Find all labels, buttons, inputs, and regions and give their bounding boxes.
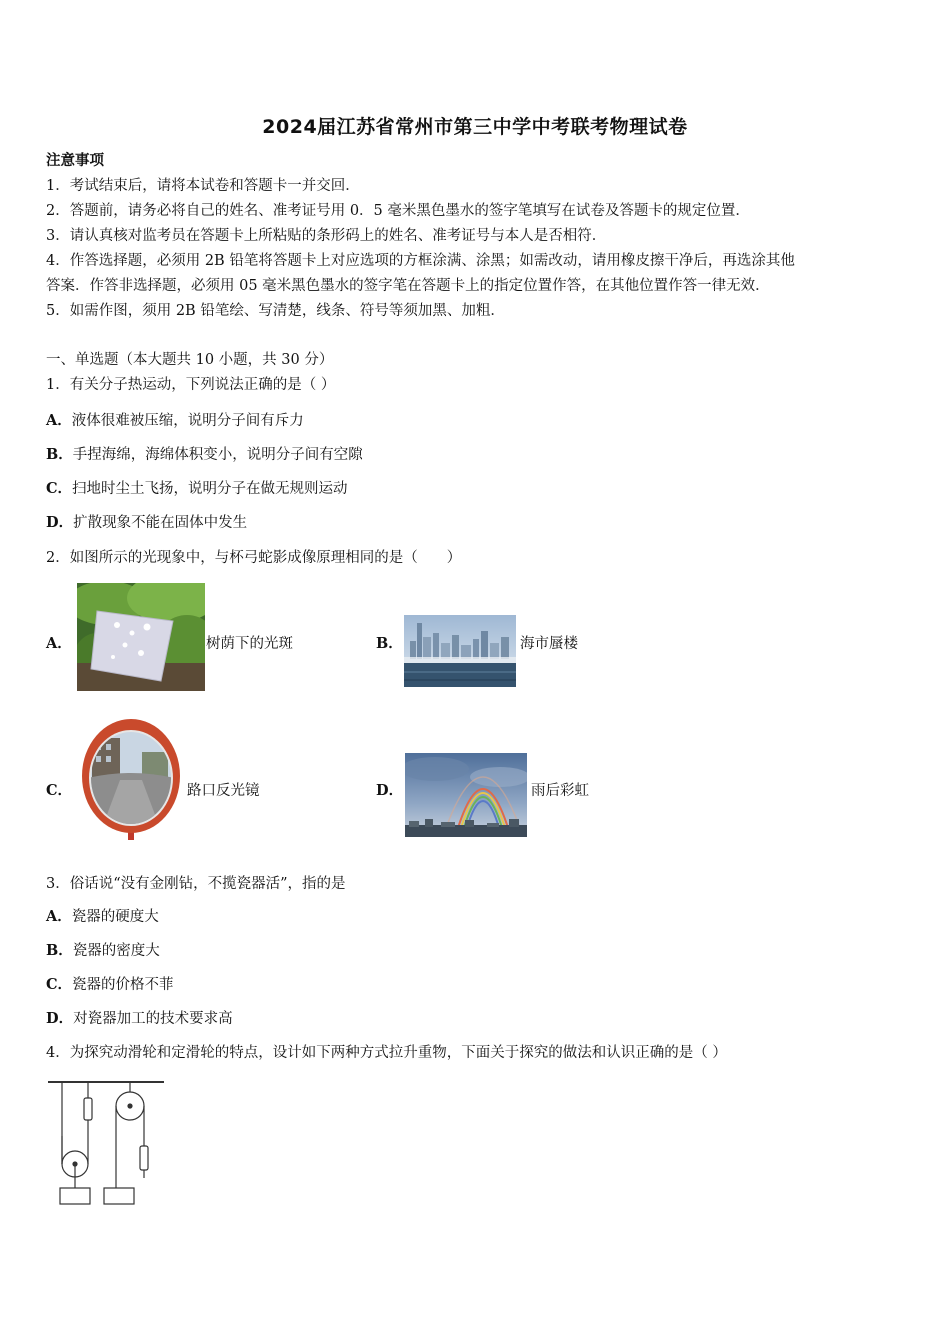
option-text: 海市蜃楼 bbox=[520, 636, 578, 652]
question-1-option-d bbox=[46, 513, 247, 533]
option-label: C． bbox=[46, 976, 73, 993]
option-text: 对瓷器加工的技术要求高 bbox=[73, 1011, 233, 1027]
option-label: D． bbox=[376, 782, 404, 799]
question-3-option-d bbox=[46, 1009, 233, 1029]
option-text: 扩散现象不能在固体中发生 bbox=[73, 515, 248, 531]
option-text: 路口反光镜 bbox=[187, 783, 260, 799]
mirage-image bbox=[404, 615, 516, 687]
convex-mirror-image bbox=[80, 718, 182, 840]
page-title: 2024届江苏省常州市第三中学中考联考物理试卷 bbox=[262, 116, 688, 138]
notice-item: 1．考试结束后，请将本试卷和答题卡一并交回． bbox=[46, 178, 360, 194]
question-3-option-c bbox=[46, 975, 174, 995]
option-label: A． bbox=[46, 635, 72, 652]
question-1-option-a bbox=[46, 411, 304, 431]
option-text: 瓷器的价格不菲 bbox=[72, 977, 174, 993]
question-1-stem: 1．有关分子热运动，下列说法正确的是（ ） bbox=[46, 377, 336, 393]
option-label: B． bbox=[46, 942, 73, 959]
option-text: 瓷器的硬度大 bbox=[71, 909, 159, 925]
question-3-option-b bbox=[46, 941, 160, 961]
option-label: B． bbox=[46, 446, 73, 463]
option-label: C． bbox=[46, 480, 73, 497]
notice-heading: 注意事项 bbox=[46, 152, 104, 169]
option-text: 雨后彩虹 bbox=[531, 783, 589, 799]
notice-item: 答案．作答非选择题，必须用 05 毫米黑色墨水的签字笔在答题卡上的指定位置作答，在其他位置作答一律无效． bbox=[46, 278, 770, 294]
option-label: D． bbox=[46, 514, 74, 531]
question-2-stem: 2．如图所示的光现象中，与杯弓蛇影成像原理相同的是（ ） bbox=[46, 550, 462, 566]
notice-item: 2．答题前，请务必将自己的姓名、准考证号用 0．5 毫米黑色墨水的签字笔填写在试卷及答题卡的规定位置． bbox=[46, 203, 750, 219]
option-text: 液体很难被压缩，说明分子间有斥力 bbox=[71, 413, 304, 429]
question-1-option-b bbox=[46, 445, 363, 465]
question-4-stem: 4．为探究动滑轮和定滑轮的特点，设计如下两种方式拉升重物，下面关于探究的做法和认识正确的是（ ） bbox=[46, 1045, 727, 1061]
notice-item: 3．请认真核对监考员在答题卡上所粘贴的条形码上的姓名、准考证号与本人是否相符． bbox=[46, 228, 607, 244]
option-label: A． bbox=[46, 908, 72, 925]
rainbow-image bbox=[405, 753, 527, 837]
option-text: 扫地时尘土飞扬，说明分子在做无规则运动 bbox=[72, 481, 348, 497]
option-text: 瓷器的密度大 bbox=[72, 943, 160, 959]
option-text: 手捏海绵，海绵体积变小，说明分子间有空隙 bbox=[72, 447, 363, 463]
option-label: B． bbox=[376, 635, 403, 652]
option-text: 树荫下的光斑 bbox=[206, 636, 293, 652]
option-label: D． bbox=[46, 1010, 74, 1027]
tree-shade-light-spots-image bbox=[77, 583, 205, 691]
option-label: C． bbox=[46, 782, 73, 799]
section-heading: 一、单选题（本大题共 10 小题，共 30 分） bbox=[46, 352, 334, 368]
question-3-stem: 3．俗话说“没有金刚钻，不揽瓷器活”，指的是 bbox=[46, 876, 346, 892]
notice-item: 4．作答选择题，必须用 2B 铅笔将答题卡上对应选项的方框涂满、涂黑；如需改动，请用橡皮擦干净后，再选涂其他 bbox=[46, 253, 795, 269]
question-3-option-a bbox=[46, 907, 159, 927]
option-label: A． bbox=[46, 412, 72, 429]
question-1-option-c bbox=[46, 479, 348, 499]
pulley-diagram bbox=[46, 1076, 168, 1208]
notice-item: 5．如需作图，须用 2B 铅笔绘、写清楚，线条、符号等须加黑、加粗． bbox=[46, 303, 505, 319]
